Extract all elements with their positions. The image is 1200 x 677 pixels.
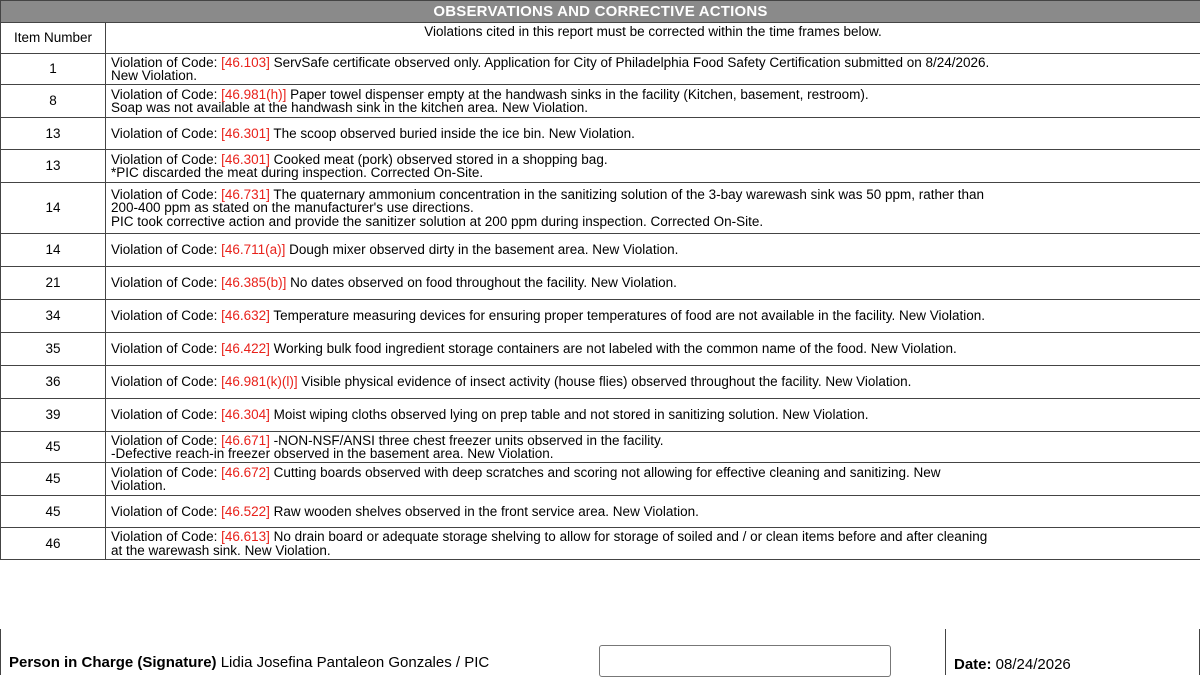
violation-prefix: Violation of Code: [111, 465, 221, 480]
item-number: 13 [1, 118, 106, 150]
violation-description [106, 463, 1200, 496]
violation-prefix: Violation of Code: [111, 308, 221, 323]
violation-code: [46.981(h)] [221, 87, 286, 102]
column-header-item-number: Item Number [1, 23, 106, 54]
violation-text-line: Dough mixer observed dirty in the basement area. New Violation. [285, 242, 678, 257]
table-row [1, 150, 1200, 183]
violation-prefix: Violation of Code: [111, 55, 221, 70]
violation-prefix: Violation of Code: [111, 152, 221, 167]
violation-text-line: Violation. [111, 478, 166, 493]
section-title: OBSERVATIONS AND CORRECTIVE ACTIONS [1, 1, 1200, 23]
violation-text-line: Temperature measuring devices for ensuring proper temperatures of food are not available in the facility. New Violation. [270, 308, 985, 323]
item-number: 45 [1, 496, 106, 528]
violation-text-line: The quaternary ammonium concentration in the sanitizing solution of the 3-bay warewash sink was 50 ppm, rather than [270, 187, 984, 202]
violation-description [106, 528, 1200, 560]
violation-text-line: No drain board or adequate storage shelving to allow for storage of soiled and / or clean items before and after cleaning [270, 529, 987, 544]
violation-text-line: The scoop observed buried inside the ice bin. New Violation. [270, 126, 635, 141]
violation-text-line: -Defective reach-in freezer observed in the basement area. New Violation. [111, 446, 553, 461]
violation-code: [46.981(k)(l)] [221, 374, 298, 389]
person-in-charge-name: Lidia Josefina Pantaleon Gonzales / PIC [217, 654, 490, 671]
violation-text-line: Cutting boards observed with deep scratches and scoring not allowing for effective cleaning and sanitizing. New [270, 465, 941, 480]
violation-prefix: Violation of Code: [111, 126, 221, 141]
table-row [1, 234, 1200, 267]
violation-prefix: Violation of Code: [111, 341, 221, 356]
violation-description [106, 399, 1200, 432]
violation-description [106, 267, 1200, 300]
violation-prefix: Violation of Code: [111, 407, 221, 422]
table-row [1, 85, 1200, 118]
violation-text-line: Raw wooden shelves observed in the front service area. New Violation. [270, 504, 699, 519]
violation-description [106, 234, 1200, 267]
date-value: 08/24/2026 [992, 656, 1071, 673]
violation-text-line: Visible physical evidence of insect activity (house flies) observed throughout the facility. New Violation. [298, 374, 912, 389]
inspection-date [954, 657, 1071, 672]
table-row [1, 267, 1200, 300]
violation-description [106, 183, 1200, 234]
table-row [1, 463, 1200, 496]
violation-description [106, 118, 1200, 150]
item-number: 14 [1, 234, 106, 267]
violation-code: [46.522] [221, 504, 270, 519]
violation-code: [46.632] [221, 308, 270, 323]
violation-text-line: 200-400 ppm as stated on the manufacturer's use directions. [111, 200, 474, 215]
signature-label: Person in Charge (Signature) [9, 654, 217, 671]
item-number: 21 [1, 267, 106, 300]
signature-section [0, 629, 1200, 675]
table-row [1, 118, 1200, 150]
item-number: 39 [1, 399, 106, 432]
violation-prefix: Violation of Code: [111, 275, 221, 290]
violation-prefix: Violation of Code: [111, 187, 221, 202]
violation-code: [46.304] [221, 407, 270, 422]
violation-description [106, 85, 1200, 118]
violation-code: [46.671] [221, 433, 270, 448]
violation-prefix: Violation of Code: [111, 529, 221, 544]
violation-description [106, 300, 1200, 333]
violation-description [106, 333, 1200, 366]
item-number: 46 [1, 528, 106, 560]
person-in-charge [9, 655, 489, 670]
violation-code: [46.103] [221, 55, 270, 70]
item-number: 35 [1, 333, 106, 366]
table-row [1, 300, 1200, 333]
violation-text-line: PIC took corrective action and provide the sanitizer solution at 200 ppm during inspection. Corrected On-Site. [111, 214, 763, 229]
item-number: 36 [1, 366, 106, 399]
column-header-description: Violations cited in this report must be corrected within the time frames below. [106, 23, 1200, 54]
violation-prefix: Violation of Code: [111, 87, 221, 102]
violation-text-line: Soap was not available at the handwash sink in the kitchen area. New Violation. [111, 100, 588, 115]
violation-code: [46.731] [221, 187, 270, 202]
violation-prefix: Violation of Code: [111, 504, 221, 519]
violation-text-line: *PIC discarded the meat during inspection. Corrected On-Site. [111, 165, 483, 180]
violation-description [106, 496, 1200, 528]
table-row [1, 183, 1200, 234]
item-number: 34 [1, 300, 106, 333]
violation-description [106, 54, 1200, 85]
violation-prefix: Violation of Code: [111, 433, 221, 448]
violation-prefix: Violation of Code: [111, 242, 221, 257]
item-number: 14 [1, 183, 106, 234]
violation-description [106, 366, 1200, 399]
violation-code: [46.672] [221, 465, 270, 480]
signature-field[interactable] [599, 645, 891, 677]
item-number: 1 [1, 54, 106, 85]
violation-code: [46.422] [221, 341, 270, 356]
table-row [1, 333, 1200, 366]
violation-text-line: Paper towel dispenser empty at the handwash sinks in the facility (Kitchen, basement, restroom). [286, 87, 868, 102]
violation-text-line: -NON-NSF/ANSI three chest freezer units observed in the facility. [270, 433, 664, 448]
violation-code: [46.301] [221, 152, 270, 167]
table-row [1, 496, 1200, 528]
violation-text-line: No dates observed on food throughout the facility. New Violation. [286, 275, 677, 290]
date-label: Date: [954, 656, 992, 673]
item-number: 45 [1, 463, 106, 496]
table-row [1, 366, 1200, 399]
table-row [1, 432, 1200, 463]
violation-prefix: Violation of Code: [111, 374, 221, 389]
violation-code: [46.711(a)] [221, 242, 285, 257]
violation-description [106, 432, 1200, 463]
violation-text-line: at the warewash sink. New Violation. [111, 543, 331, 558]
table-row [1, 528, 1200, 560]
table-row [1, 399, 1200, 432]
violation-code: [46.385(b)] [221, 275, 286, 290]
violation-text-line: Working bulk food ingredient storage containers are not labeled with the common name of the food. New Violation. [270, 341, 957, 356]
violation-text-line: Moist wiping cloths observed lying on prep table and not stored in sanitizing solution. New Violation. [270, 407, 869, 422]
violation-text-line: New Violation. [111, 68, 197, 83]
violation-code: [46.301] [221, 126, 270, 141]
signature-divider [945, 629, 946, 675]
violation-text-line: ServSafe certificate observed only. Application for City of Philadelphia Food Safety Certification submitted on 8/24/2026. [270, 55, 989, 70]
item-number: 13 [1, 150, 106, 183]
violation-description [106, 150, 1200, 183]
table-row [1, 54, 1200, 85]
item-number: 8 [1, 85, 106, 118]
violation-text-line: Cooked meat (pork) observed stored in a shopping bag. [270, 152, 608, 167]
item-number: 45 [1, 432, 106, 463]
violation-code: [46.613] [221, 529, 270, 544]
